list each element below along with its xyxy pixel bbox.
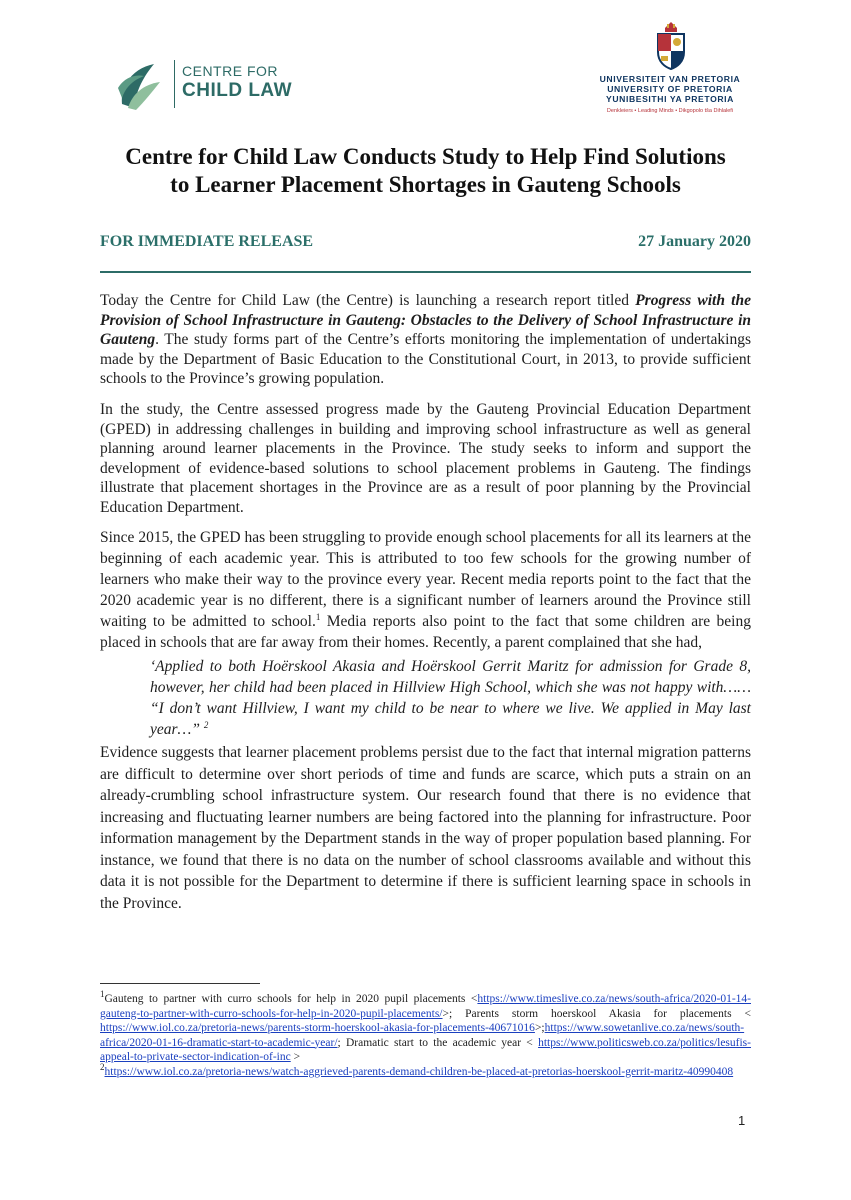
ccl-logo-line1: CENTRE FOR	[182, 63, 278, 79]
quote-text: ‘Applied to both Hoërskool Akasia and Hoërskool Gerrit Maritz for admission for Grade 8, however, her child had been placed in Hillview High School, which she was not happy with…… “I don’t want Hillview, I want my child to be near to where we live. We applied in May last year…”	[150, 658, 751, 738]
university-crest-icon	[655, 20, 687, 70]
footnote-ref-1: 1	[315, 611, 321, 622]
footnote-1-link-politicsweb[interactable]: https://www.politicsweb.co.za/politics/lesufis-appeal-to-private-sector-indication-of-inc	[100, 1036, 751, 1063]
paragraph-1-intro: Today the Centre for Child Law (the Centre) is launching a research report titled	[100, 292, 636, 309]
footnote-ref-2: 2	[203, 719, 209, 730]
footnote-1-link-timeslive[interactable]: https://www.timeslive.co.za/news/south-africa/2020-01-14-gauteng-to-partner-with-curro-schools-for-help-in-2020-pupil-placements/	[100, 993, 751, 1020]
release-date: 27 January 2020	[638, 233, 751, 250]
footnote-2	[100, 1061, 751, 1080]
title-line-1: Centre for Child Law Conducts Study to Help Find Solutions	[125, 144, 726, 169]
university-name-english: UNIVERSITY OF PRETORIA	[607, 84, 733, 94]
centre-for-child-law-logo	[114, 54, 324, 116]
paragraph-1-rest: . The study forms part of the Centre’s efforts monitoring the implementation of undertakings made by the Department of Basic Education to the Constitutional Court, in 2013, to provide sufficient schools to the Province’s growing population.	[100, 331, 751, 387]
footnote-1-link-iol[interactable]: https://www.iol.co.za/pretoria-news/parents-storm-hoerskool-akasia-for-placements-40671016	[100, 1022, 535, 1034]
footnote-rule	[100, 983, 260, 984]
university-name-setswana: YUNIBESITHI YA PRETORIA	[606, 94, 734, 104]
footnotes	[100, 989, 751, 1079]
report-title: Progress with the Provision of School Infrastructure in Gauteng: Obstacles to the Delivery of School Infrastructure in Gauteng	[100, 292, 751, 348]
university-motto: Denkleiers • Leading Minds • Dikgopolo tša Dihlalefi	[606, 108, 734, 114]
footnote-1-text-a: Gauteng to partner with curro schools for help in 2020 pupil placements <	[104, 993, 478, 1005]
paragraph-4: Evidence suggests that learner placement problems persist due to the fact that internal migration patterns are difficult to determine over short periods of time and funds are scarce, which puts a strain on an already-crumbling school infrastructure system. Our research found that there is no evidence that increasing and fluctuating learner numbers are being factored into the planning for infrastructure. Poor information management by the Department stands in the way of proper population based planning. For instance, we found that there is no data on the number of school classrooms available and without this data it is not possible for the Department to determine if there is sufficient learning space in schools in the Province.	[100, 744, 751, 912]
release-label: FOR IMMEDIATE RELEASE	[100, 233, 314, 250]
paragraph-3	[100, 527, 751, 653]
ccl-logo-text	[182, 64, 292, 100]
page-title	[80, 143, 771, 199]
university-of-pretoria-logo	[585, 20, 755, 120]
header-rule	[100, 271, 751, 273]
footnote-1	[100, 989, 751, 1065]
leaf-logo-icon	[114, 54, 166, 114]
ccl-logo-line2: CHILD LAW	[182, 80, 293, 101]
paragraph-3-intro: Since 2015, the GPED has been struggling to provide enough school placements for all its learners at the beginning of each academic year. This is attributed to too few schools for the growing number of learners who make their way to the province every year. Recent media reports point to the fact that the 2020 academic year is no different, there is a significant number of learners around the Province still waiting to be admitted to school.	[100, 529, 751, 630]
footnote-2-number: 2	[100, 1061, 105, 1072]
footnote-1-text-c: >;	[534, 1022, 545, 1034]
footnote-1-text-b: >; Parents storm hoerskool Akasia for placements <	[442, 1007, 751, 1020]
university-name-afrikaans: UNIVERSITEIT VAN PRETORIA	[599, 74, 741, 84]
page-number: 1	[738, 1113, 746, 1128]
footnote-1-number: 1	[100, 989, 105, 1000]
paragraph-3-rest: Media reports also point to the fact that some children are being placed in schools that are far away from their homes. Recently, a parent complained that she had,	[100, 613, 751, 651]
footnote-1-text-e: >	[290, 1051, 301, 1063]
footnote-2-link-iol[interactable]: https://www.iol.co.za/pretoria-news/watch-aggrieved-parents-demand-children-be-placed-at-pretorias-hoerskool-gerrit-maritz-40990408	[104, 1065, 734, 1078]
footnote-1-text-d: ; Dramatic start to the academic year <	[337, 1036, 539, 1049]
title-line-2: to Learner Placement Shortages in Gauteng Schools	[170, 172, 681, 197]
footnote-1-link-sowetan[interactable]: https://www.sowetanlive.co.za/news/south-africa/2020-01-16-dramatic-start-to-academic-year/	[100, 1022, 745, 1049]
paragraph-2: In the study, the Centre assessed progress made by the Gauteng Provincial Education Department (GPED) in addressing challenges in building and improving school infrastructure as well as general planning around learner placements in the Province. The study seeks to inform and support the development of evidence-based solutions to school placement problems in Gauteng. The findings illustrate that placement shortages in the Province are as a result of poor planning by the Provincial Education Department.	[100, 401, 751, 516]
parent-quote	[150, 656, 751, 740]
paragraph-1	[100, 291, 751, 389]
university-names	[585, 74, 755, 104]
logo-divider	[174, 60, 175, 108]
